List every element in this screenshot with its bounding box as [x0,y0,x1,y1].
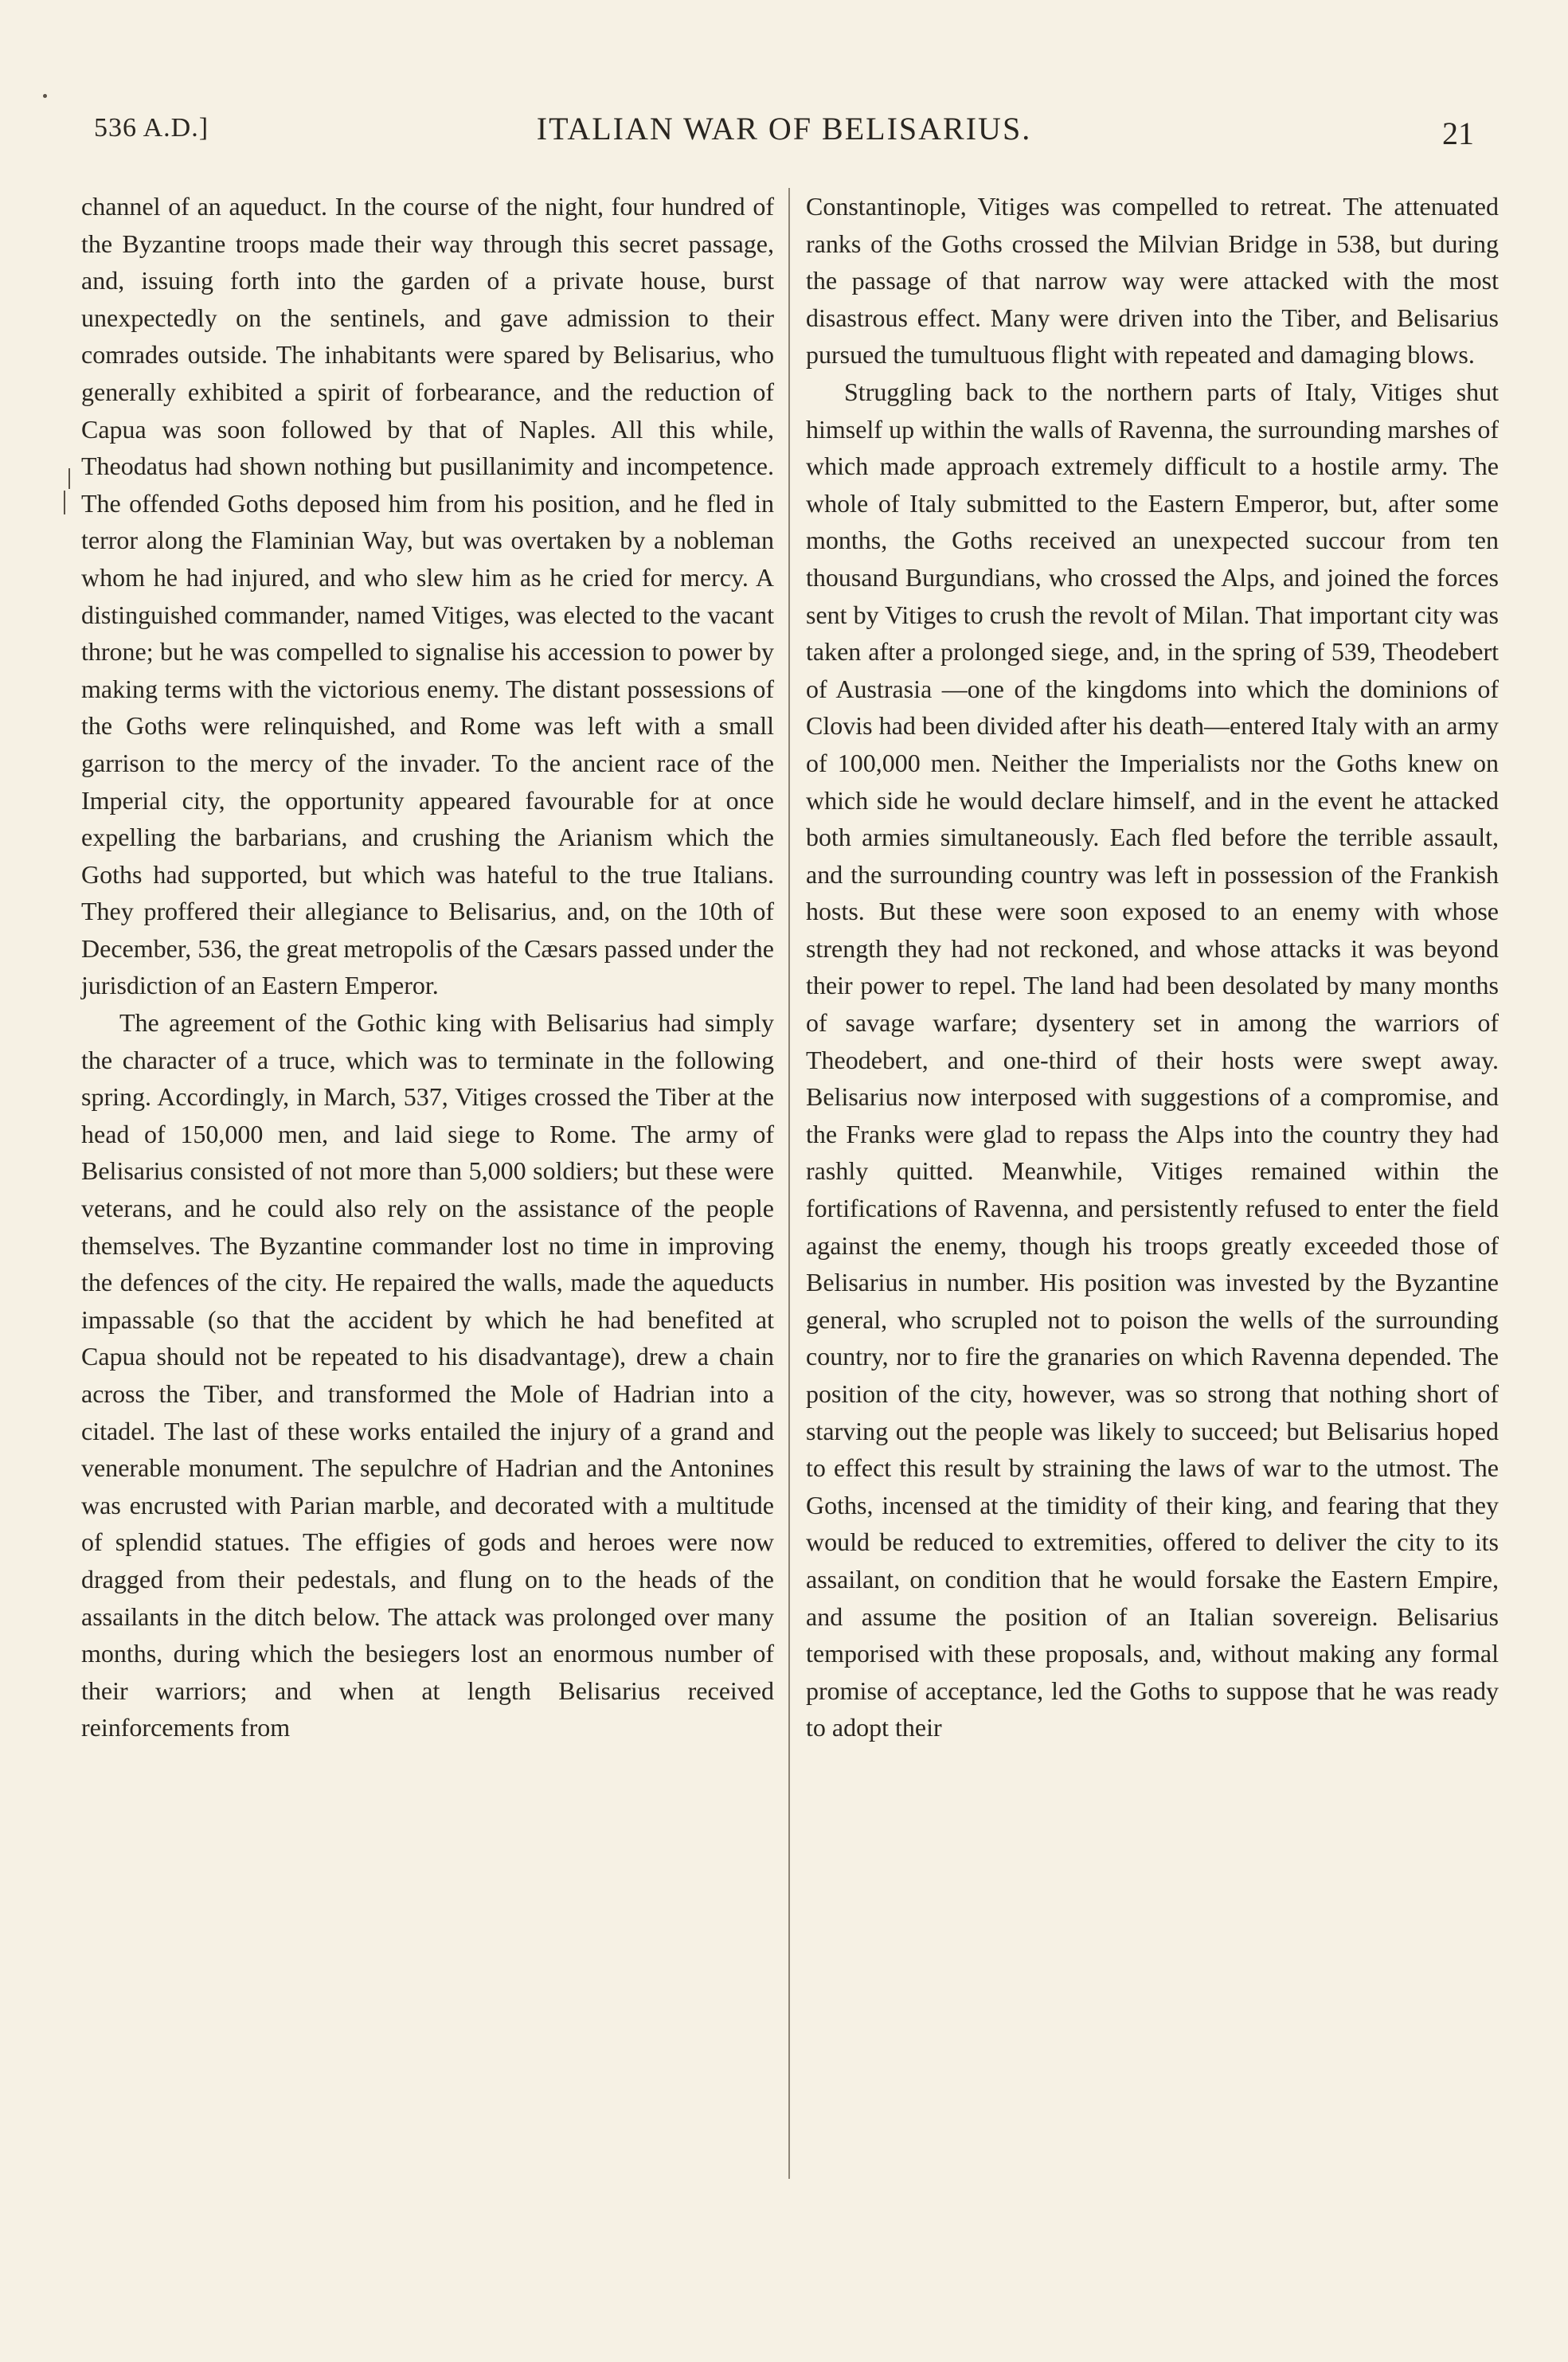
text-column-left [81,188,774,1746]
text-column-right [806,188,1499,1746]
column-divider [788,188,790,2179]
margin-mark [64,491,65,514]
margin-mark [68,468,70,489]
running-head-title: ITALIAN WAR OF BELISARIUS. [536,111,1032,147]
margin-mark [43,94,47,98]
running-head [94,110,1474,158]
page-number: 21 [1442,115,1474,151]
paragraph: channel of an aqueduct. In the course of the night, four hundred of the Byzantine troops made their way through this secret passage, and, issuing forth into the garden of a private house, burst unexpectedly on the sentinels, and gave admission to their comrades outside. The inhabitants were spared by Belisarius, who generally exhibited a spirit of forbearance, and the reduction of Capua was soon followed by that of Naples. All this while, Theodatus had shown nothing but pusillanimity and incompetence. The offended Goths deposed him from his position, and he fled in terror along the Flaminian Way, but was overtaken by a nobleman whom he had injured, and who slew him as he cried for mercy. A distinguished commander, named Vitiges, was elected to the vacant throne; but he was compelled to signalise his accession to power by making terms with the victorious enemy. The distant possessions of the Goths were relinquished, and Rome was left with a small garrison to the mercy of the invader. To the ancient race of the Imperial city, the opportunity appeared favourable for at once expelling the barbarians, and crushing the Arianism which the Goths had supported, but which was hateful to the true Italians. They proffered their allegiance to Belisarius, and, on the 10th of December, 536, the great metropolis of the Cæsars passed under the jurisdiction of an Eastern Emperor. [81,192,774,1000]
paragraph: Constantinople, Vitiges was compelled to retreat. The attenuated ranks of the Goths crossed the Milvian Bridge in 538, but during the passage of that narrow way were attacked with the most disastrous effect. Many were driven into the Tiber, and Belisarius pursued the tumultuous flight with repeated and damaging blows. [806,192,1499,370]
running-head-date: 536 A.D.] [94,113,209,143]
paragraph: Struggling back to the northern parts of Italy, Vitiges shut himself up within the walls of Ravenna, the surrounding marshes of which made approach extremely difficult to a hostile army. The whole of Italy submitted to the Eastern Emperor, but, after some months, the Goths received an unexpected succour from ten thousand Burgundians, who crossed the Alps, and joined the forces sent by Vitiges to crush the revolt of Milan. That important city was taken after a prolonged siege, and, in the spring of 539, Theodebert of Austrasia —one of the kingdoms into which the dominions of Clovis had been divided after his death—entered Italy with an army of 100,000 men. Neither the Imperialists nor the Goths knew on which side he would declare himself, and in the event he attacked both armies simultaneously. Each fled before the terrible assault, and the surrounding country was left in possession of the Frankish hosts. But these were soon exposed to an enemy with whose strength they had not reckoned, and whose attacks it was beyond their power to repel. The land had been desolated by many months of savage warfare; dysentery set in among the warriors of Theodebert, and one-third of their hosts were swept away. Belisarius now interposed with suggestions of a compromise, and the Franks were glad to repass the Alps into the country they had rashly quitted. Meanwhile, Vitiges remained within the fortifications of Ravenna, and persistently refused to enter the field against the enemy, though his troops greatly exceeded those of Belisarius in number. His position was invested by the Byzantine general, who scrupled not to poison the wells of the surrounding country, nor to fire the granaries on which Ravenna depended. The position of the city, however, was so strong that nothing short of starving out the people was likely to succeed; but Belisarius hoped to effect this result by straining the laws of war to the utmost. The Goths, incensed at the timidity of their king, and fearing that they would be reduced to extremities, offered to deliver the city to its assailant, on condition that he would forsake the Eastern Empire, and assume the position of an Italian sovereign. Belisarius temporised with these proposals, and, without making any formal promise of acceptance, led the Goths to suppose that he was ready to adopt their [806,377,1499,1742]
paragraph: The agreement of the Gothic king with Belisarius had simply the character of a truce, which was to terminate in the following spring. Accordingly, in March, 537, Vitiges crossed the Tiber at the head of 150,000 men, and laid siege to Rome. The army of Belisarius consisted of not more than 5,000 soldiers; but these were veterans, and he could also rely on the assistance of the people themselves. The Byzantine commander lost no time in improving the defences of the city. He repaired the walls, made the aqueducts impassable (so that the accident by which he had benefited at Capua should not be repeated to his disadvantage), drew a chain across the Tiber, and transformed the Mole of Hadrian into a citadel. The last of these works entailed the injury of a grand and venerable monument. The sepulchre of Hadrian and the Antonines was encrusted with Parian marble, and decorated with a multitude of splendid statues. The effigies of gods and heroes were now dragged from their pedestals, and flung on to the heads of the assailants in the ditch below. The attack was prolonged over many months, during which the besiegers lost an enormous number of their warriors; and when at length Belisarius received reinforcements from [81,1008,774,1742]
